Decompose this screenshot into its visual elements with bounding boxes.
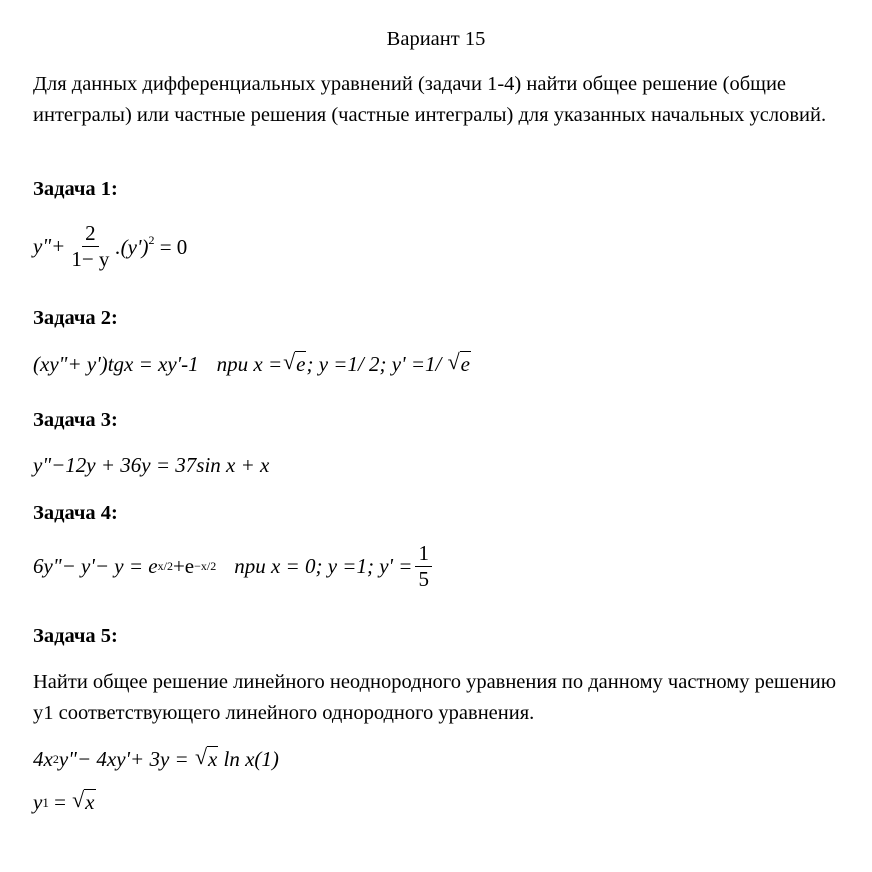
- task-5-text: Найти общее решение линейного неоднородного уравнения по данному частному решению y1 соответствующего линейного однородного уравнения.: [33, 671, 837, 724]
- sqrt: [449, 352, 471, 377]
- numerator: 2: [82, 222, 99, 247]
- denominator: 5: [418, 567, 429, 592]
- task-2-heading: Задача 2:: [33, 307, 118, 329]
- formula-part: .(y'): [115, 235, 149, 260]
- sqrt: [73, 790, 95, 815]
- formula-part: ; y =1/ 2; y' =1/: [306, 352, 447, 376]
- formula-part: при x =: [216, 352, 283, 376]
- exponent: 2: [52, 752, 59, 766]
- formula-part: +e: [172, 554, 195, 579]
- formula-part: y"+: [33, 234, 66, 259]
- formula-part: tgx = xy'-1: [107, 352, 199, 376]
- formula-part: =: [48, 790, 72, 814]
- intro-paragraph: Для данных дифференциальных уравнений (задачи 1-4) найти общее решение (общие интегралы) или частные решения (частные интегралы) для указанных начальных условий.: [33, 73, 827, 126]
- radicand: x: [207, 747, 218, 771]
- numerator: 1: [415, 542, 432, 567]
- sqrt: [284, 352, 306, 377]
- exponent: x/2: [157, 559, 173, 574]
- task-3-heading: Задача 3:: [33, 409, 118, 431]
- fraction: [415, 542, 432, 591]
- task-3-formula: [33, 453, 269, 478]
- radicand: e: [460, 352, 470, 376]
- radicand: e: [296, 352, 306, 376]
- task-5-formula: [33, 747, 279, 772]
- formula-part: = 0: [154, 235, 188, 260]
- formula-part: (xy"+ y'): [33, 352, 108, 376]
- formula-part: y"− 4xy'+ 3y =: [58, 747, 194, 771]
- denominator: 1− y: [71, 247, 110, 272]
- exponent: 2: [148, 233, 155, 248]
- formula-part: при x = 0; y =1; y' =: [234, 554, 413, 579]
- formula-part: 4x: [33, 747, 53, 771]
- task-4-formula: [33, 542, 435, 591]
- formula-part: 6y"− y'− y = e: [33, 554, 158, 579]
- task-4-heading: Задача 4:: [33, 502, 118, 524]
- task-1-formula: [33, 222, 187, 271]
- task-2-formula: [33, 352, 471, 377]
- task-5-particular-solution: [33, 790, 96, 815]
- formula-part: ln x(1): [218, 747, 279, 771]
- radicand: x: [85, 790, 95, 814]
- subscript: 1: [42, 794, 49, 810]
- fraction: [68, 222, 112, 271]
- sqrt: [196, 747, 218, 772]
- task-5-heading: Задача 5:: [33, 625, 118, 647]
- task-1-heading: Задача 1:: [33, 178, 118, 200]
- exponent: −x/2: [194, 559, 217, 574]
- document-title: Вариант 15: [386, 28, 486, 50]
- formula-part: y: [33, 790, 43, 814]
- formula-part: y"−12y + 36y = 37sin x + x: [33, 453, 270, 477]
